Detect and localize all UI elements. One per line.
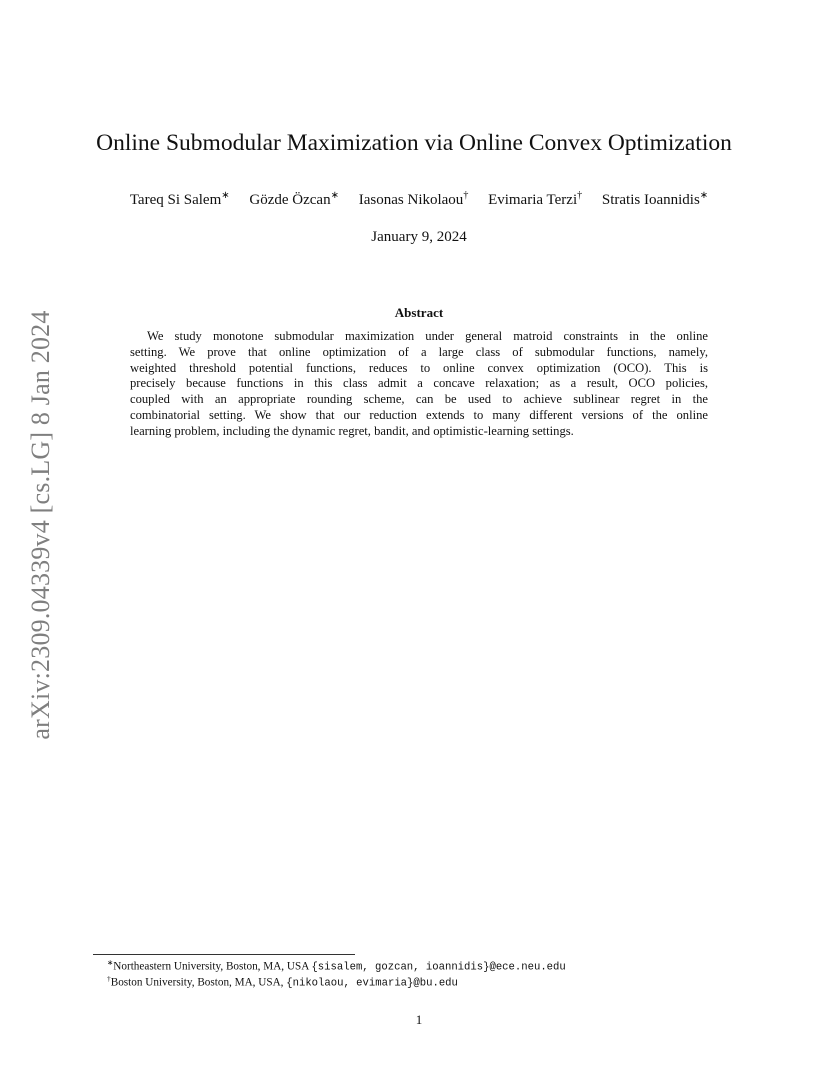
paper-title: Online Submodular Maximization via Online Convex Optimization bbox=[96, 130, 732, 156]
abstract-body bbox=[130, 329, 708, 440]
abstract-line: precisely because functions in this class admit a concave relaxation; as a result, OCO policies, bbox=[130, 376, 708, 391]
footnote-text: Boston University, Boston, MA, USA, bbox=[110, 976, 287, 989]
abstract-line: learning problem, including the dynamic regret, bandit, and optimistic-learning settings. bbox=[130, 423, 574, 438]
abstract-line: We study monotone submodular maximization under general matroid constraints in the online bbox=[147, 329, 708, 343]
footnote-affiliation-2 bbox=[107, 974, 458, 990]
author-name: Gözde Özcan bbox=[249, 192, 331, 208]
arxiv-stamp bbox=[18, 298, 64, 752]
abstract-line: setting. We prove that online optimization of a large class of submodular functions, namely, bbox=[130, 344, 708, 359]
author-1 bbox=[130, 192, 230, 208]
footnote-rule bbox=[93, 954, 355, 955]
author-4 bbox=[488, 192, 582, 208]
affiliation-mark: ∗ bbox=[699, 190, 709, 201]
abstract-heading: Abstract bbox=[394, 305, 444, 320]
abstract-line: combinatorial setting. We show that our reduction extends to many different versions of the online bbox=[130, 407, 708, 422]
page-number: 1 bbox=[415, 1012, 423, 1027]
affiliation-mark: † bbox=[577, 190, 583, 201]
author-name: Stratis Ioannidis bbox=[601, 192, 700, 208]
author-list bbox=[0, 190, 828, 209]
abstract-line: weighted threshold potential functions, reduces to online convex optimization (OCO). This is bbox=[130, 360, 708, 375]
author-name: Tareq Si Salem bbox=[129, 192, 222, 208]
author-name: Iasonas Nikolaou bbox=[358, 192, 464, 208]
publication-date: January 9, 2024 bbox=[371, 229, 467, 245]
abstract-line: coupled with an appropriate rounding scheme, can be used to achieve sublinear regret in the bbox=[130, 392, 708, 407]
footnote-affiliation-1 bbox=[107, 958, 566, 974]
footnote-email: {nikolaou, evimaria}@bu.edu bbox=[286, 977, 458, 990]
author-5 bbox=[602, 192, 708, 208]
arxiv-stamp-text: arXiv:2309.04339v4 [cs.LG] 8 Jan 2024 bbox=[26, 310, 55, 740]
footnote-email: {sisalem, gozcan, ioannidis}@ece.neu.edu bbox=[311, 961, 566, 974]
footnote-mark: ∗ bbox=[107, 958, 114, 967]
author-3 bbox=[359, 192, 469, 208]
author-name: Evimaria Terzi bbox=[488, 192, 578, 208]
affiliation-mark: ∗ bbox=[221, 190, 230, 201]
affiliation-mark: † bbox=[463, 190, 469, 201]
footnote-text: Northeastern University, Boston, MA, USA bbox=[113, 960, 312, 973]
author-2 bbox=[249, 192, 339, 208]
affiliation-mark: ∗ bbox=[330, 190, 339, 201]
footnote-mark: † bbox=[107, 974, 111, 983]
